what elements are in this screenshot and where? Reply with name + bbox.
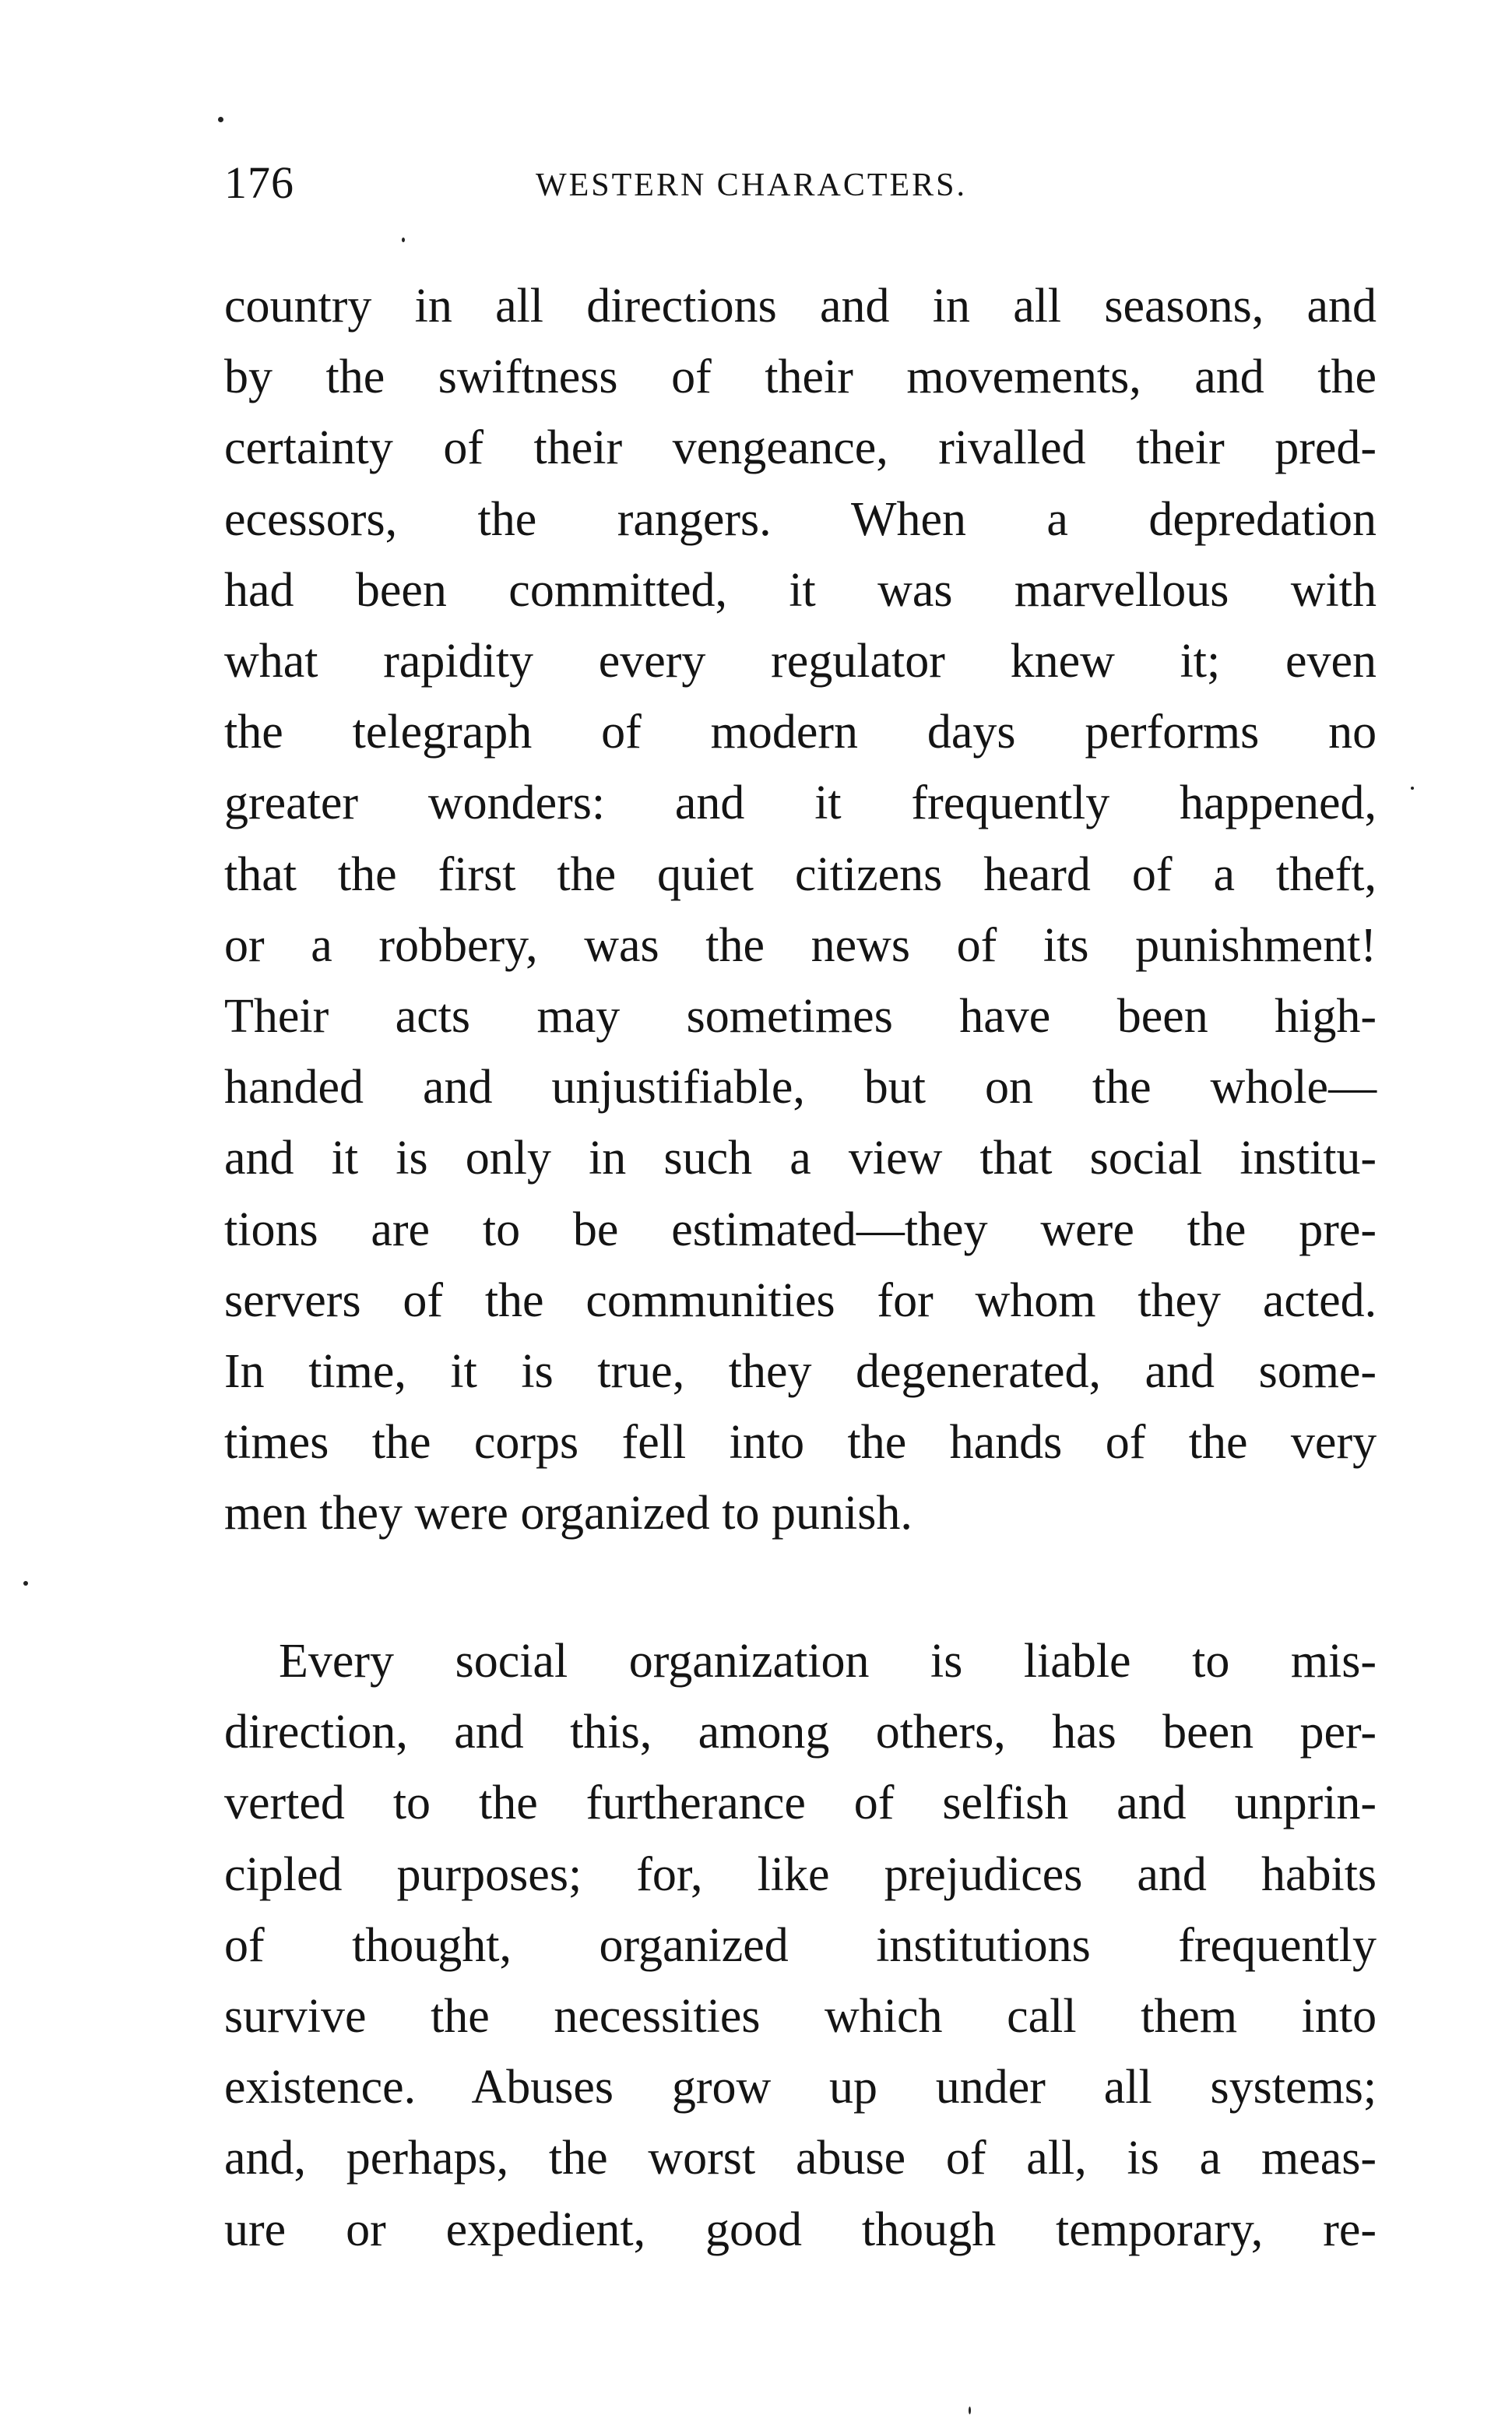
paragraph-1 [224, 271, 1377, 1550]
text-line: and, perhaps, the worst abuse of all, is a meas- [224, 2132, 1377, 2185]
print-speck [402, 238, 405, 242]
text-line: verted to the furtherance of selfish and unprin- [224, 1776, 1377, 1830]
text-line: Their acts may sometimes have been high- [224, 990, 1377, 1044]
page-header [224, 156, 1377, 210]
text-line: the telegraph of modern days performs no [224, 706, 1377, 759]
text-line: by the swiftness of their movements, and the [224, 350, 1377, 404]
text-line: In time, it is true, they degenerated, and some- [224, 1345, 1377, 1399]
paragraph-2 [224, 1626, 1377, 2266]
text-line: ecessors, the rangers. When a depredation [224, 492, 1377, 546]
running-head: WESTERN CHARACTERS. [536, 167, 968, 203]
print-speck [969, 2407, 971, 2414]
text-line: existence. Abuses grow up under all systems; [224, 2061, 1377, 2114]
text-line: certainty of their vengeance, rivalled their pred- [224, 421, 1377, 475]
print-speck [218, 117, 223, 122]
text-line: Every social organization is liable to mis- [279, 1635, 1377, 1688]
text-line: tions are to be estimated—they were the pre- [224, 1202, 1377, 1256]
text-line: that the first the quiet citizens heard of a theft, [224, 847, 1377, 901]
text-line: greater wonders: and it frequently happened, [224, 776, 1377, 830]
text-line: or a robbery, was the news of its punishment! [224, 918, 1377, 972]
page-number: 176 [224, 157, 294, 208]
text-line: and it is only in such a view that social institu- [224, 1132, 1377, 1185]
text-line: survive the necessities which call them into [224, 1990, 1377, 2044]
text-line: country in all directions and in all seasons, and [224, 280, 1377, 333]
text-line: men they were organized to punish. [224, 1487, 912, 1540]
print-speck [1411, 787, 1414, 790]
text-line: what rapidity every regulator knew it; even [224, 635, 1377, 688]
text-line: had been committed, it was marvellous with [224, 563, 1377, 617]
text-line: servers of the communities for whom they acted. [224, 1273, 1377, 1327]
print-speck [23, 1581, 28, 1586]
text-line: times the corps fell into the hands of the very [224, 1416, 1377, 1470]
text-line: direction, and this, among others, has been per- [224, 1706, 1377, 1759]
text-line: cipled purposes; for, like prejudices and habits [224, 1847, 1377, 1901]
text-line: handed and unjustifiable, but on the whole— [224, 1061, 1377, 1114]
text-line: of thought, organized institutions frequently [224, 1918, 1377, 1972]
text-line: ure or expedient, good though temporary, re- [224, 2202, 1377, 2256]
